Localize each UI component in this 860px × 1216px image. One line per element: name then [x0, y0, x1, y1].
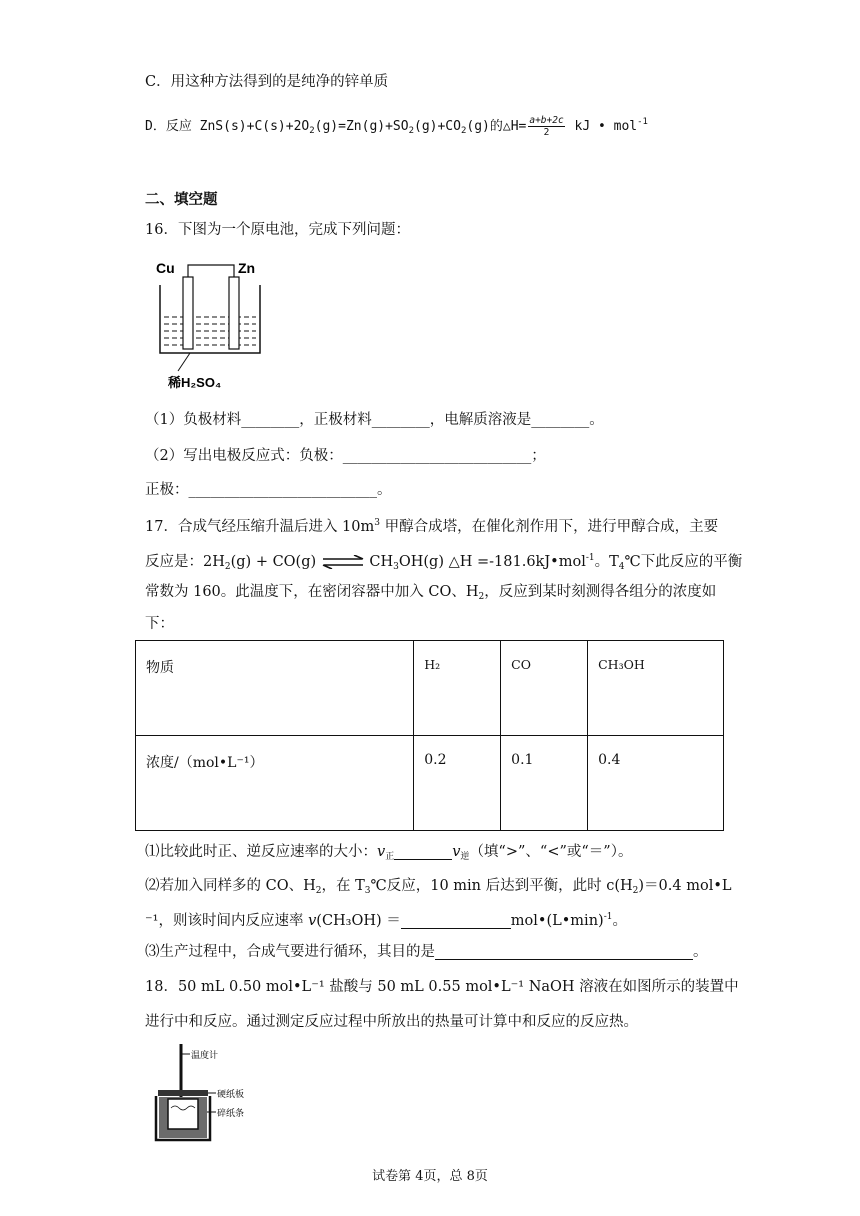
- q17-line3: 常数为 160。此温度下，在密闭容器中加入 CO、$H_2$，反应到某时刻测得各组分的浓度如: [145, 584, 717, 602]
- q18-line1: 18．50 mL 0.50 mol•L⁻¹ 盐酸与 50 mL 0.55 mol•L⁻¹ NaOH 溶液在如图所示的装置中: [145, 979, 739, 995]
- option-d-mid2: (g)+CO: [414, 119, 461, 134]
- table-header-cell: 物质: [136, 641, 414, 736]
- option-c: C．用这种方法得到的是纯净的锌单质: [145, 74, 389, 90]
- q16-part2: （2）写出电极反应式：负极：__________________________；: [145, 448, 546, 464]
- cu-label: Cu: [156, 260, 175, 276]
- q17-sub2-line1: ⑵若加入同样多的 CO、$H_2$，在 $T_3℃$反应，10 min 后达到平衡，此时 $c(H_2)=0.4$ mol•L: [145, 878, 732, 896]
- paper-strips-label: 碎纸条: [217, 1108, 245, 1118]
- option-d-mid: (g)=Zn(g)+SO: [314, 119, 409, 134]
- table-header-cell: CH₃OH: [588, 641, 724, 736]
- q16-stem: 16．下图为一个原电池，完成下列问题：: [145, 222, 410, 238]
- q17-line1: 17．合成气经压缩升温后进入 $10m^3$ 甲醇合成塔，在催化剂作用下，进行甲醇合成，主要: [145, 518, 719, 535]
- q17-sub1: ⑴比较此时正、逆反应速率的大小：$v_正$ $v_逆$（填“>”、“<”或“＝”）。: [145, 844, 633, 862]
- table-row: [136, 641, 724, 736]
- table-header-cell: H₂: [414, 641, 501, 736]
- table-cell: 0.4: [588, 736, 724, 831]
- answer-blank[interactable]: [401, 913, 511, 929]
- q17-sub3: ⑶生产过程中，合成气要进行循环，其目的是 。: [145, 944, 708, 960]
- table-header-cell: CO: [501, 641, 588, 736]
- table-cell: 浓度/（mol•L⁻¹）: [136, 736, 414, 831]
- zn-label: Zn: [238, 260, 256, 276]
- galvanic-cell-figure: [150, 255, 280, 390]
- concentration-table: [135, 640, 724, 831]
- section-title: 二、填空题: [145, 191, 218, 208]
- q16-part1: （1）负极材料________，正极材料________，电解质溶液是________。: [145, 412, 604, 428]
- option-d-prefix: D．反应 ZnS(s)+C(s)+2O: [145, 119, 310, 134]
- q17-sub2-line2: ⁻¹，则该时间内反应速率 v(CH₃OH) ＝ mol•(L•min)$^{-1}$。: [145, 912, 627, 929]
- equilibrium-arrow-icon: [321, 555, 365, 569]
- q17-line2: 反应是：$2H_2(g) + CO(g)$ $CH_3OH(g)$ △H =-181.6kJ•mol$^{-1}$。$T_4℃$下此反应的平衡: [145, 553, 743, 572]
- page-footer: 试卷第 4页，总 8页: [372, 1169, 488, 1184]
- zn-electrode: [229, 277, 239, 349]
- inner-beaker: [168, 1099, 198, 1129]
- electrolyte-label: 稀H₂SO₄: [168, 375, 222, 390]
- table-cell: 0.2: [414, 736, 501, 831]
- thermometer-label: 温度计: [191, 1050, 219, 1060]
- answer-blank[interactable]: [394, 844, 452, 860]
- table-cell: 0.1: [501, 736, 588, 831]
- table-row: [136, 736, 724, 831]
- q16-part3: 正极：__________________________。: [145, 482, 392, 498]
- q17-line4: 下：: [145, 616, 174, 632]
- option-d-tail: (g)的△H=: [466, 119, 527, 134]
- cardboard-label: 硬纸板: [217, 1089, 245, 1099]
- option-d-fraction: $\frac{a+b+2c}{2}$: [529, 115, 564, 138]
- electrolyte-dashes: [164, 317, 256, 345]
- q18-line2: 进行中和反应。通过测定反应过程中所放出的热量可计算中和反应的反应热。: [145, 1014, 638, 1030]
- cardboard-lid: [158, 1090, 208, 1096]
- calorimeter-figure: [150, 1042, 260, 1142]
- option-d-unit: kJ • mol: [566, 119, 638, 134]
- answer-blank[interactable]: [435, 944, 693, 960]
- cu-electrode: [183, 277, 193, 349]
- option-d: D．反应 $ZnS(s)+C(s)+2O_2(g)=Zn(g)+SO_2(g)+CO_2(g)$的△H= $\frac{a+b+2c}{2}$ kJ • mol$^{-1}$: [145, 115, 648, 138]
